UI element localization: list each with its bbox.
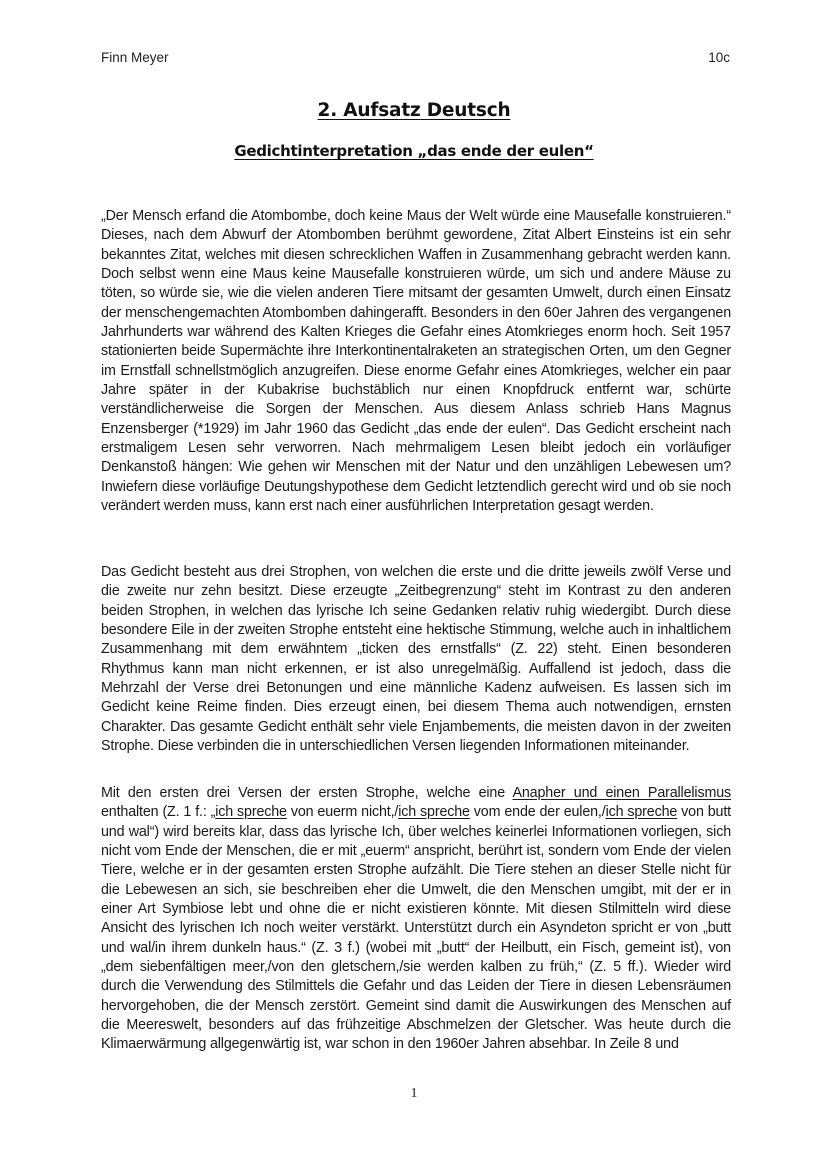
paragraph-first-stanza-analysis	[101, 784, 731, 1055]
underlined-quote: ich spreche	[398, 804, 470, 821]
paragraph-text: Das Gedicht besteht aus drei Strophen, von welchen die erste und die dritte jeweils zwölf Verse und die zweite nur zehn besitzt. Diese erzeugte „Zeitbegrenzung“ steht im Kontrast zu den anderen beiden Strophen, in welchen das lyrische Ich seine Gedanken relativ ruhig wiedergibt. Durch diese besondere Eile in der zweiten Strophe entsteht eine hektische Stimmung, welche auch in inhaltlichem Zusammenhang mit dem erwähntem „ticken des ernstfalls“ (Z. 22) steht. Einen besonderen Rhythmus kann man nicht erkennen, er ist also unregelmäßig. Auffallend ist jedoch, dass die Mehrzahl der Verse drei Betonungen und eine männliche Kadenz aufweisen. Es lassen sich im Gedicht keine Reime finden. Dies erzeugt einen, bei diesem Thema auch notwendigen, ernsten Charakter. Das gesamte Gedicht enthält sehr viele Enjambements, die meisten davon in der zweiten Strophe. Diese verbinden die in unterschiedlichen Versen liegenden Informationen miteinander.	[101, 564, 731, 755]
document-subtitle: Gedichtinterpretation „das ende der eulen“	[234, 142, 594, 160]
underlined-quote: ich spreche	[215, 804, 287, 821]
text-run: von butt und wal“) wird bereits klar, dass das lyrische Ich, über welches keinerlei Informationen vorliegen, sich nicht vom Ende der Menschen, die er mit „euerm“ anspricht, berührt ist, sondern vom Ende der vielen Tiere, welche er in der gesamten ersten Strophe aufzählt. Die Tiere stehen an dieser Stelle nicht für die Lebewesen an sich, sie beschreiben eher die Umwelt, die den Menschen umgibt, mit der er in einer Art Symbiose lebt und ohne die er nicht existieren könnte. Mit diesen Stilmitteln wird diese Ansicht des lyrischen Ich noch weiter verstärkt. Unterstützt durch ein Asyndeton spricht er von „butt und wal/in ihrem dunkeln haus.“ (Z. 3 f.) (wobei mit „butt“ der Heilbutt, ein Fisch, gemeint ist), von „dem siebenfältigen meer,/von den gletschern,/sie werden kalben zu früh,“ (Z. 5 ff.). Wieder wird durch die Verwendung des Stilmittels die Gefahr und das Leiden der Tiere in diesen Lebensräumen hervorgehoben, die der Mensch zerstört. Gemeint sind damit die Auswirkungen des Menschen auf die Meereswelt, besonders auf das frühzeitige Abschmelzen der Gletscher. Was heute durch die Klimaerwärmung allgegenwärtig ist, war schon in den 1960er Jahren absehbar. In Zeile 8 und	[101, 804, 731, 1053]
paragraph-text	[101, 784, 731, 1055]
page-number: 1	[410, 1086, 418, 1101]
class-label: 10c	[708, 50, 730, 65]
underlined-term: Anapher und einen Parallelismus	[512, 785, 731, 801]
paragraph-introduction	[101, 207, 731, 517]
underlined-quote: ich spreche	[605, 804, 678, 821]
text-run: enthalten (Z. 1 f.: „	[101, 804, 216, 821]
paragraph-text: „Der Mensch erfand die Atombombe, doch keine Maus der Welt würde eine Mausefalle konstruieren.“ Dieses, nach dem Abwurf der Atombomben berühmt gewordene, Zitat Albert Einsteins ist ein sehr bekanntes Zitat, welches mit diesen schrecklichen Waffen in Zusammenhang gebracht werden kann. Doch selbst wenn eine Maus keine Mausefalle konstruieren würde, um sich und andere Mäuse zu töten, so würde sie, wie die vielen anderen Tiere mitsamt der gesamten Umwelt, durch einen Einsatz der menschengemachten Atombomben dahingerafft. Besonders in den 60er Jahren des vergangenen Jahrhunderts war während des Kalten Krieges die Gefahr eines Atomkrieges enorm hoch. Seit 1957 stationierten beide Supermächte ihre Interkontinentalraketen an strategischen Orten, um den Gegner im Ernstfall schnellstmöglich anzugreifen. Diese enorme Gefahr eines Atomkrieges, welcher ein paar Jahre später in der Kubakrise buchstäblich nur einen Knopfdruck entfernt war, schürte verständlicherweise die Sorgen der Menschen. Aus diesem Anlass schrieb Hans Magnus Enzensberger (*1929) im Jahr 1960 das Gedicht „das ende der eulen“. Das Gedicht erscheint nach erstmaligem Lesen sehr verworren. Nach mehrmaligem Lesen bleibt jedoch ein vorläufiger Denkanstoß hängen: Wie gehen wir Menschen mit der Natur und den unzähligen Lebewesen um? Inwiefern diese vorläufige Deutungshypothese dem Gedicht letztendlich gerecht wird und ob sie noch verändert werden muss, kann erst nach einer ausführlichen Interpretation gesagt werden.	[101, 208, 731, 515]
text-run: Mit den ersten drei Versen der ersten Strophe, welche eine	[101, 785, 513, 801]
text-run: vom ende der eulen,/	[469, 804, 606, 821]
author-name: Finn Meyer	[101, 50, 169, 65]
text-run: von euerm nicht,/	[286, 804, 399, 821]
paragraph-form-analysis	[101, 563, 731, 756]
document-title: 2. Aufsatz Deutsch	[317, 100, 511, 121]
